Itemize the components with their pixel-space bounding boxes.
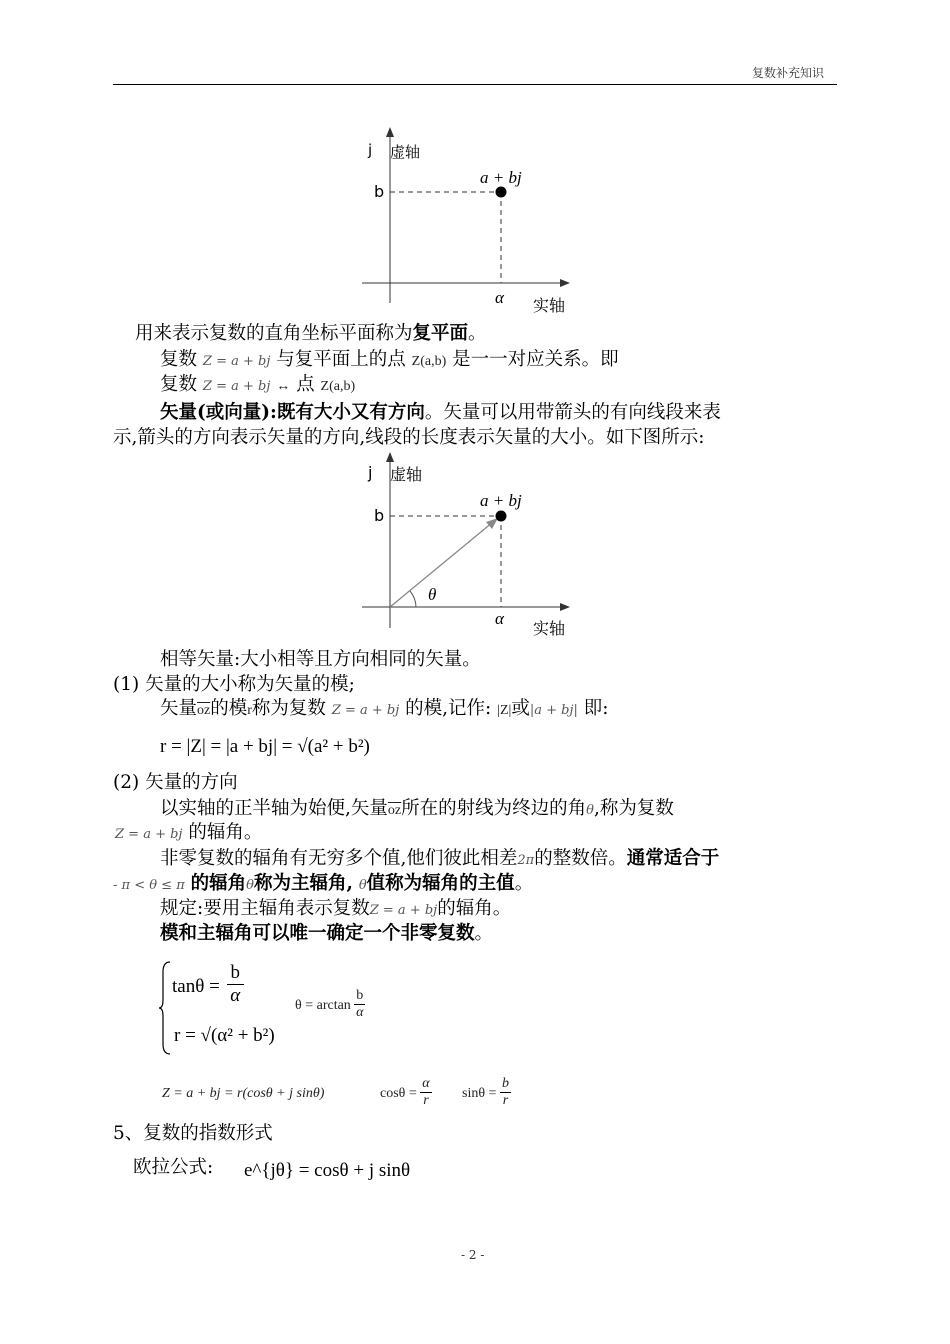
- paragraph-one-to-one: [160, 348, 619, 374]
- text-l1b: 复平面: [412, 323, 469, 344]
- angle-arc: [410, 591, 416, 607]
- tan-den: α: [230, 985, 241, 1006]
- paragraph-unique: [160, 922, 493, 946]
- paragraph-correspondence: [160, 373, 355, 399]
- y-axis-j: j: [368, 463, 373, 482]
- symbol-2pi: 2π: [517, 853, 535, 868]
- arctan-den: α: [356, 1005, 364, 1020]
- text-l10c: ,称为复数: [593, 798, 674, 819]
- vector-definition: 矢量(或向量):既有大小又有方向: [160, 402, 425, 423]
- point-z: Z(a,b): [411, 354, 447, 369]
- text-l11b: 的辐角。: [188, 822, 263, 843]
- paragraph-equal-vectors: 相等矢量:大小相等且方向相同的矢量。: [160, 649, 481, 670]
- point-marker: [496, 187, 507, 198]
- sin-num: b: [501, 1076, 509, 1091]
- abs-a-bj: |a + bj|: [529, 703, 578, 718]
- x-axis-arrow: [560, 603, 570, 611]
- point-label: a + bj: [480, 491, 522, 510]
- text-l8d: 的模,记作:: [405, 698, 492, 719]
- system-brace: [158, 960, 172, 1056]
- point-z: Z(a,b): [320, 379, 356, 394]
- equation-arctan: [295, 988, 365, 1021]
- y-axis-name: 虚轴: [390, 143, 421, 161]
- symbol-theta: θ: [586, 803, 594, 818]
- text-l13bold2: 称为主辐角,: [254, 873, 353, 894]
- equation-sin: [462, 1076, 511, 1109]
- cos-den: r: [423, 1093, 429, 1108]
- x-axis-name: 实轴: [533, 296, 566, 315]
- expr-z: Z = a + bj: [369, 903, 438, 918]
- complex-plane-figure-1: [350, 125, 590, 320]
- text-l12bold: 通常适合于: [626, 848, 720, 869]
- text-l3a: 复数: [160, 374, 198, 395]
- arctan-num: b: [356, 988, 364, 1003]
- text-l2a: 复数: [160, 349, 198, 370]
- y-axis-arrow: [386, 452, 394, 462]
- text-l15end: 。: [474, 923, 494, 944]
- b-tick-label: b: [374, 182, 385, 201]
- equation-cos: [380, 1076, 432, 1109]
- text-l12b: 的整数倍。: [534, 848, 627, 869]
- equation-tan: [172, 962, 244, 1007]
- text-l14b: 的辐角。: [437, 898, 512, 919]
- symbol-theta: θ: [358, 878, 367, 893]
- paragraph-rule: [160, 897, 511, 923]
- text-l2b: 与复平面上的点: [276, 349, 406, 370]
- double-arrow-icon: ↔: [276, 379, 291, 394]
- a-tick-label: α: [495, 609, 504, 628]
- equation-r: r = √(α² + b²): [174, 1025, 275, 1046]
- cos-lhs: cosθ =: [380, 1086, 417, 1101]
- y-axis-name: 虚轴: [390, 465, 423, 484]
- text-l8c: 称为复数: [251, 698, 326, 719]
- vector-arrowhead: [486, 518, 498, 529]
- symbol-r: r: [247, 703, 252, 718]
- text-l13bold1: 的辐角: [190, 873, 247, 894]
- paragraph-principal-arg-cont: [113, 872, 533, 898]
- text-l12a: 非零复数的辐角有无穷多个值,他们彼此相差: [160, 848, 518, 869]
- expr-z: Z = a + bj: [202, 354, 271, 369]
- paragraph-argument-def-cont: [115, 821, 262, 847]
- euler-formula: e^{jθ} = cosθ + j sinθ: [244, 1160, 411, 1181]
- header-title: 复数补充知识: [752, 66, 825, 80]
- vector-oz: $\overline{oz}$: [387, 803, 402, 818]
- sin-den: r: [502, 1093, 509, 1108]
- b-tick-label: b: [374, 506, 385, 525]
- page-number: - 2 -: [461, 1248, 485, 1262]
- symbol-theta: θ: [246, 878, 254, 893]
- sin-lhs: sinθ =: [462, 1086, 497, 1101]
- x-axis-arrow: [560, 279, 570, 287]
- abs-z: |Z|: [497, 703, 512, 718]
- y-axis-j: j: [368, 141, 373, 159]
- text-l14a: 规定:要用主辐角表示复数: [160, 898, 370, 919]
- text-l1a: 用来表示复数的直角坐标平面称为: [135, 323, 413, 344]
- text-l1c: 。: [468, 323, 487, 344]
- text-l8e: 即:: [583, 698, 609, 719]
- complex-plane-figure-2: [350, 450, 590, 645]
- tan-num: b: [227, 962, 245, 985]
- text-l13end: 。: [514, 873, 534, 894]
- expr-z: Z = a + bj: [115, 827, 183, 842]
- range-expr: - π < θ ≤ π: [113, 878, 185, 893]
- paragraph-modulus-heading: (1) 矢量的大小称为矢量的模;: [113, 674, 355, 695]
- expr-z: Z = a + bj: [331, 703, 400, 718]
- vector-oz: $\overline{oz}$: [197, 703, 211, 718]
- paragraph-direction-heading: (2) 矢量的方向: [113, 772, 238, 793]
- text-l10a: 以实轴的正半轴为始便,矢量: [160, 798, 388, 819]
- vector-line: [390, 522, 493, 607]
- expr-z: Z = a + bj: [202, 379, 271, 394]
- y-axis-arrow: [386, 127, 394, 137]
- section-5-heading: 5、复数的指数形式: [113, 1123, 273, 1144]
- header-rule: [113, 84, 837, 85]
- equation-polar: Z = a + bj = r(cosθ + j sinθ): [162, 1086, 325, 1101]
- paragraph-principal-arg: [160, 847, 719, 873]
- equation-modulus: r = |Z| = |a + bj| = √(a² + b²): [160, 736, 370, 757]
- tan-lhs: tanθ =: [172, 976, 220, 997]
- text-l15bold: 模和主辐角可以唯一确定一个非零复数: [160, 923, 475, 944]
- arctan-lhs: θ = arctan: [295, 998, 351, 1013]
- text-l8a: 矢量: [160, 698, 198, 719]
- a-tick-label: α: [495, 288, 504, 307]
- paragraph-vector-def: [160, 401, 721, 425]
- cos-num: α: [422, 1076, 430, 1091]
- text-l8b: 的模: [210, 698, 248, 719]
- text-l2c: 是一一对应关系。即: [452, 349, 619, 370]
- text-l3b: 点: [296, 374, 315, 395]
- point-label: a + bj: [480, 168, 522, 187]
- paragraph-argument-def: [160, 797, 674, 823]
- point-marker: [496, 511, 507, 522]
- paragraph-modulus-def: [160, 697, 609, 723]
- paragraph-vector-def-cont: 示,箭头的方向表示矢量的方向,线段的长度表示矢量的大小。如下图所示:: [113, 427, 705, 448]
- text-l13bold3: 值称为辐角的主值: [366, 873, 515, 894]
- paragraph-complex-plane: [135, 322, 487, 346]
- euler-label: 欧拉公式:: [133, 1157, 214, 1178]
- text-l4rest: 。矢量可以用带箭头的有向线段来表: [424, 402, 721, 423]
- text-l8or: 或: [511, 698, 530, 719]
- angle-label: θ: [428, 585, 437, 604]
- x-axis-name: 实轴: [533, 619, 566, 638]
- text-l10b: 所在的射线为终边的角: [401, 798, 587, 819]
